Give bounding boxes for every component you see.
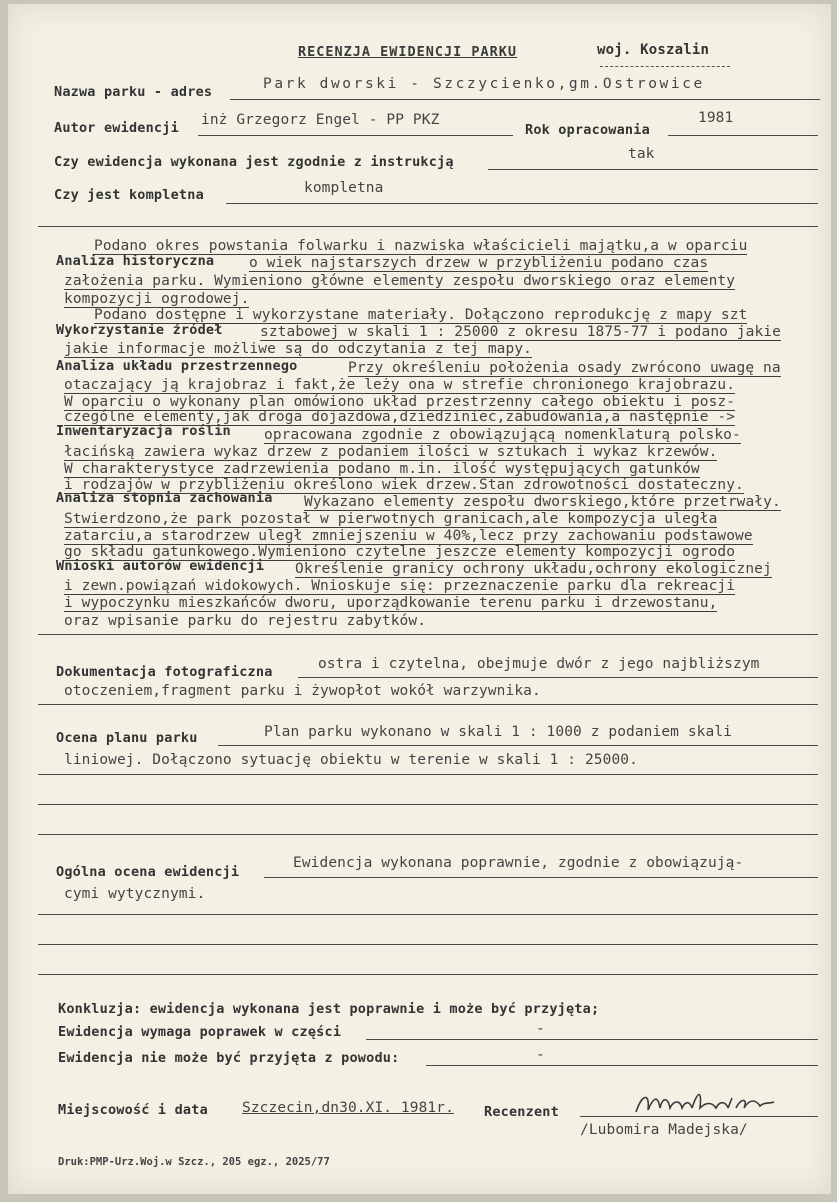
reviewer-label: Recenzent xyxy=(484,1104,559,1120)
completeness-rule xyxy=(226,203,818,204)
analysis-line: oraz wpisanie parku do rejestru zabytków. xyxy=(64,613,427,629)
author-value: inż Grzegorz Engel - PP PKZ xyxy=(201,112,440,128)
analysis-line: go składu gatunkowego.Wymieniono czytelne jeszcze elementy kompozycji ogrodo xyxy=(64,544,736,560)
park-name-rule xyxy=(230,99,820,100)
analysis-line: jakie informacje możliwe są do odczytania z tej mapy. xyxy=(64,341,532,357)
preservation-analysis-label: Analiza stopnia zachowania xyxy=(56,490,273,506)
completeness-label: Czy jest kompletna xyxy=(54,187,204,203)
section-rule xyxy=(38,226,818,227)
analysis-line: sztabowej w skali 1 : 25000 z okresu 1875-77 i podano jakie xyxy=(260,324,781,340)
photo-documentation-line2: otoczeniem,fragment parku i żywopłot wokół warzywnika. xyxy=(64,683,541,699)
analysis-line: zatarciu,a starodrzew uległ zmniejszeniu w 40%,lecz przy zachowaniu podstawowe xyxy=(64,528,753,544)
overall-rule-2 xyxy=(38,914,818,915)
place-date-value: Szczecin,dn30.XI. 1981r. xyxy=(242,1100,454,1116)
document-title: RECENZJA EWIDENCJI PARKU xyxy=(298,44,518,60)
rejection-label: Ewidencja nie może być przyjęta z powodu: xyxy=(58,1050,400,1066)
overall-rule-1 xyxy=(264,877,818,878)
plan-evaluation-line2: liniowej. Dołączono sytuację obiektu w terenie w skali 1 : 25000. xyxy=(64,752,638,768)
overall-evaluation-label: Ogólna ocena ewidencji xyxy=(56,864,240,880)
completeness-value: kompletna xyxy=(304,180,384,196)
author-rule xyxy=(198,135,513,136)
document-sheet xyxy=(8,4,831,1194)
voivodeship-underline xyxy=(600,66,730,67)
place-date-label: Miejscowość i data xyxy=(58,1102,208,1118)
sources-label: Wykorzystanie źródeł xyxy=(56,322,223,338)
year-label: Rok opracowania xyxy=(525,122,650,138)
instruction-label: Czy ewidencja wykonana jest zgodnie z instrukcją xyxy=(54,154,454,170)
overall-evaluation-line1: Ewidencja wykonana poprawnie, zgodnie z obowiązują- xyxy=(293,855,744,871)
analysis-line: o wiek najstarszych drzew w przybliżeniu podano czas xyxy=(249,255,709,271)
instruction-rule xyxy=(488,169,818,170)
analysis-line: Podano dostępne i wykorzystane materiały. Dołączono reprodukcję z mapy szt xyxy=(94,307,748,323)
instruction-value: tak xyxy=(628,146,655,162)
photo-documentation-line1: ostra i czytelna, obejmuje dwór z jego najbliższym xyxy=(318,656,760,672)
year-rule xyxy=(668,135,818,136)
park-name-label: Nazwa parku - adres xyxy=(54,84,213,100)
analysis-line: Określenie granicy ochrony układu,ochrony ekologicznej xyxy=(295,561,772,577)
analysis-line: Przy określeniu położenia osady zwrócono uwagę na xyxy=(348,360,781,376)
analysis-line: i wypoczynku mieszkańców dworu, uporządkowanie terenu parku i drzewostanu, xyxy=(64,595,718,611)
plan-rule-1 xyxy=(218,745,818,746)
spatial-analysis-label: Analiza układu przestrzennego xyxy=(56,358,298,374)
analysis-end-rule xyxy=(38,634,818,635)
plan-evaluation-label: Ocena planu parku xyxy=(56,730,198,746)
printer-imprint: Druk:PMP-Urz.Woj.w Szcz., 205 egz., 2025/77 xyxy=(58,1156,330,1168)
analysis-line: otaczający ją krajobraz i fakt,że leży ona w strefie chronionego krajobrazu. xyxy=(64,377,736,393)
analysis-line: Wykazano elementy zespołu dworskiego,które przetrwały. xyxy=(304,494,781,510)
corrections-value: - xyxy=(536,1021,545,1037)
analysis-line: i zewn.powiązań widokowych. Wnioskuje się: przeznaczenie parku dla rekreacji xyxy=(64,578,736,594)
historical-analysis-label: Analiza historyczna xyxy=(56,253,215,269)
authors-conclusions-label: Wnioski autorów ewidencji xyxy=(56,558,265,574)
corrections-rule xyxy=(366,1039,818,1040)
park-name-value: Park dworski - Szczycienko,gm.Ostrowice xyxy=(263,76,705,92)
analysis-line: czególne elementy,jak droga dojazdowa,dziedziniec,zabudowania,a następnie -> xyxy=(64,409,736,425)
rejection-value: - xyxy=(536,1047,545,1063)
analysis-line: i rodzajów w przybliżeniu określono wiek drzew.Stan zdrowotności dostateczny. xyxy=(64,477,744,493)
analysis-line: kompozycji ogrodowej. xyxy=(64,291,250,307)
overall-evaluation-line2: cymi wytycznymi. xyxy=(64,886,206,902)
plan-evaluation-line1: Plan parku wykonano w skali 1 : 1000 z podaniem skali xyxy=(264,724,732,740)
analysis-line: opracowana zgodnie z obowiązującą nomenklaturą polsko- xyxy=(264,427,741,443)
photo-rule-2 xyxy=(38,704,818,705)
reviewer-signature xyxy=(628,1086,778,1120)
analysis-line: założenia parku. Wymieniono główne elementy zespołu dworskiego oraz elementy xyxy=(64,273,736,289)
author-label: Autor ewidencji xyxy=(54,120,179,136)
reviewer-name: /Lubomira Madejska/ xyxy=(580,1122,748,1138)
plan-rule-4 xyxy=(38,834,818,835)
analysis-line: W charakterystyce zadrzewienia podano m.in. ilość występujących gatunków xyxy=(64,461,700,477)
voivodeship: woj. Koszalin xyxy=(597,42,710,58)
conclusion-line: Konkluzja: ewidencja wykonana jest poprawnie i może być przyjęta; xyxy=(58,1001,600,1017)
corrections-label: Ewidencja wymaga poprawek w części xyxy=(58,1024,342,1040)
plan-rule-3 xyxy=(38,804,818,805)
rejection-rule xyxy=(426,1065,818,1066)
overall-rule-3 xyxy=(38,944,818,945)
overall-rule-4 xyxy=(38,974,818,975)
photo-rule-1 xyxy=(298,677,818,678)
year-value: 1981 xyxy=(698,110,734,126)
analysis-line: Podano okres powstania folwarku i nazwiska właścicieli majątku,a w oparciu xyxy=(94,238,748,254)
analysis-line: łacińską zawiera wykaz drzew z podaniem ilości w sztukach i wykaz krzewów. xyxy=(64,444,718,460)
analysis-line: W oparciu o wykonany plan omówiono układ przestrzenny całego obiektu i posz- xyxy=(64,394,736,410)
plant-inventory-label: Inwentaryzacja roślin xyxy=(56,423,231,439)
photo-documentation-label: Dokumentacja fotograficzna xyxy=(56,664,273,680)
analysis-line: Stwierdzono,że park pozostał w pierwotnych granicach,ale kompozycja uległa xyxy=(64,511,718,527)
plan-rule-2 xyxy=(38,774,818,775)
